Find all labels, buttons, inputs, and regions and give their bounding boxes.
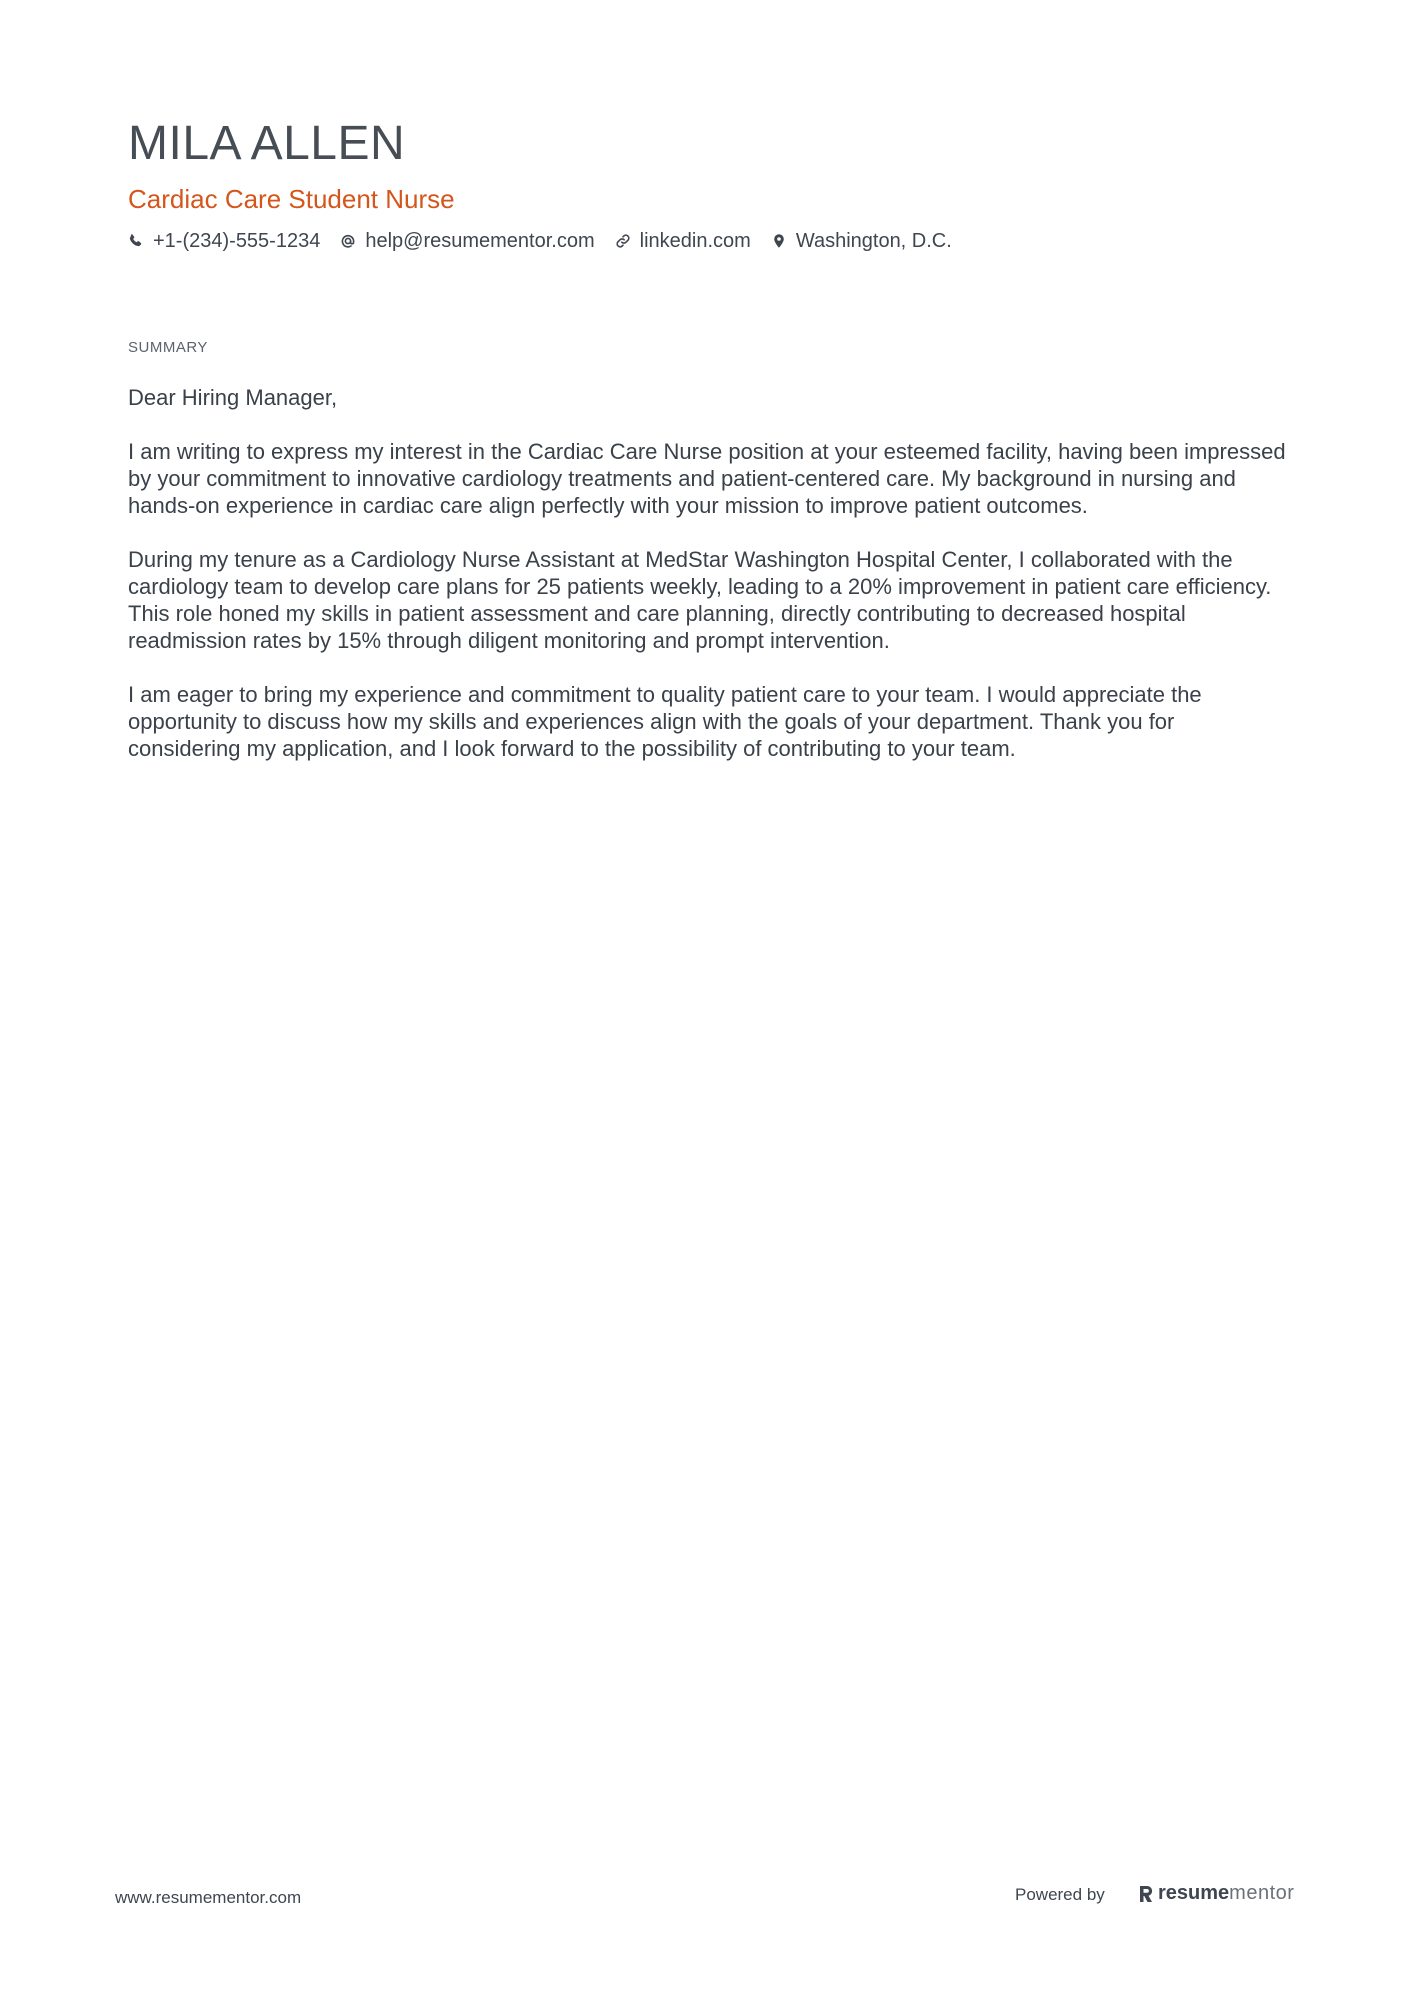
- at-icon: [340, 233, 356, 249]
- linkedin-text: linkedin.com: [639, 230, 751, 252]
- location-pin-icon: [771, 233, 787, 249]
- cover-letter-body: [128, 384, 1288, 789]
- contact-location: [771, 228, 952, 254]
- letter-paragraph: I am eager to bring my experience and commitment to quality patient care to your team. I would appreciate the opportunity to discuss how my skills and experiences align with the goals of your department. Thank you for considering my application, and I look forward to the possibility of contributing to your team.: [128, 682, 1202, 761]
- footer-website-link[interactable]: www.resumementor.com: [115, 1888, 302, 1907]
- phone-icon: [128, 233, 144, 249]
- letter-paragraph: During my tenure as a Cardiology Nurse Assistant at MedStar Washington Hospital Center, I collaborated with the cardiology team to develop care plans for 25 patients weekly, leading to a 20% improvement in patient care efficiency. This role honed my skills in patient assessment and care planning, directly contributing to decreased hospital readmission rates by 15% through diligent monitoring and prompt intervention.: [128, 547, 1272, 653]
- job-title: Cardiac Care Student Nurse: [128, 184, 455, 214]
- contact-bar: [128, 228, 1288, 254]
- phone-text: +1-(234)-555-1234: [153, 230, 321, 252]
- link-icon: [615, 233, 631, 249]
- contact-phone: [128, 228, 320, 254]
- contact-linkedin[interactable]: [615, 228, 751, 254]
- logo-text-bold: resume: [1158, 1882, 1230, 1904]
- email-text: help@resumementor.com: [365, 230, 595, 252]
- location-text: Washington, D.C.: [795, 230, 952, 252]
- resumementor-logo[interactable]: [1138, 1882, 1294, 1905]
- letter-paragraph: I am writing to express my interest in the Cardiac Care Nurse position at your esteemed facility, having been impressed by your commitment to innovative cardiology treatments and patient-centered care. My background in nursing and hands-on experience in cardiac care align perfectly with your mission to improve patient outcomes.: [128, 439, 1286, 518]
- footer-powered-by: Powered by: [1015, 1885, 1105, 1904]
- letter-salutation: Dear Hiring Manager,: [128, 385, 338, 410]
- resume-header: [128, 115, 1288, 254]
- candidate-name: MILA ALLEN: [128, 117, 406, 170]
- logo-text-light: mentor: [1229, 1882, 1295, 1904]
- resumementor-logo-icon: [1138, 1884, 1154, 1904]
- summary-heading: SUMMARY: [128, 339, 208, 356]
- contact-email[interactable]: [340, 228, 594, 254]
